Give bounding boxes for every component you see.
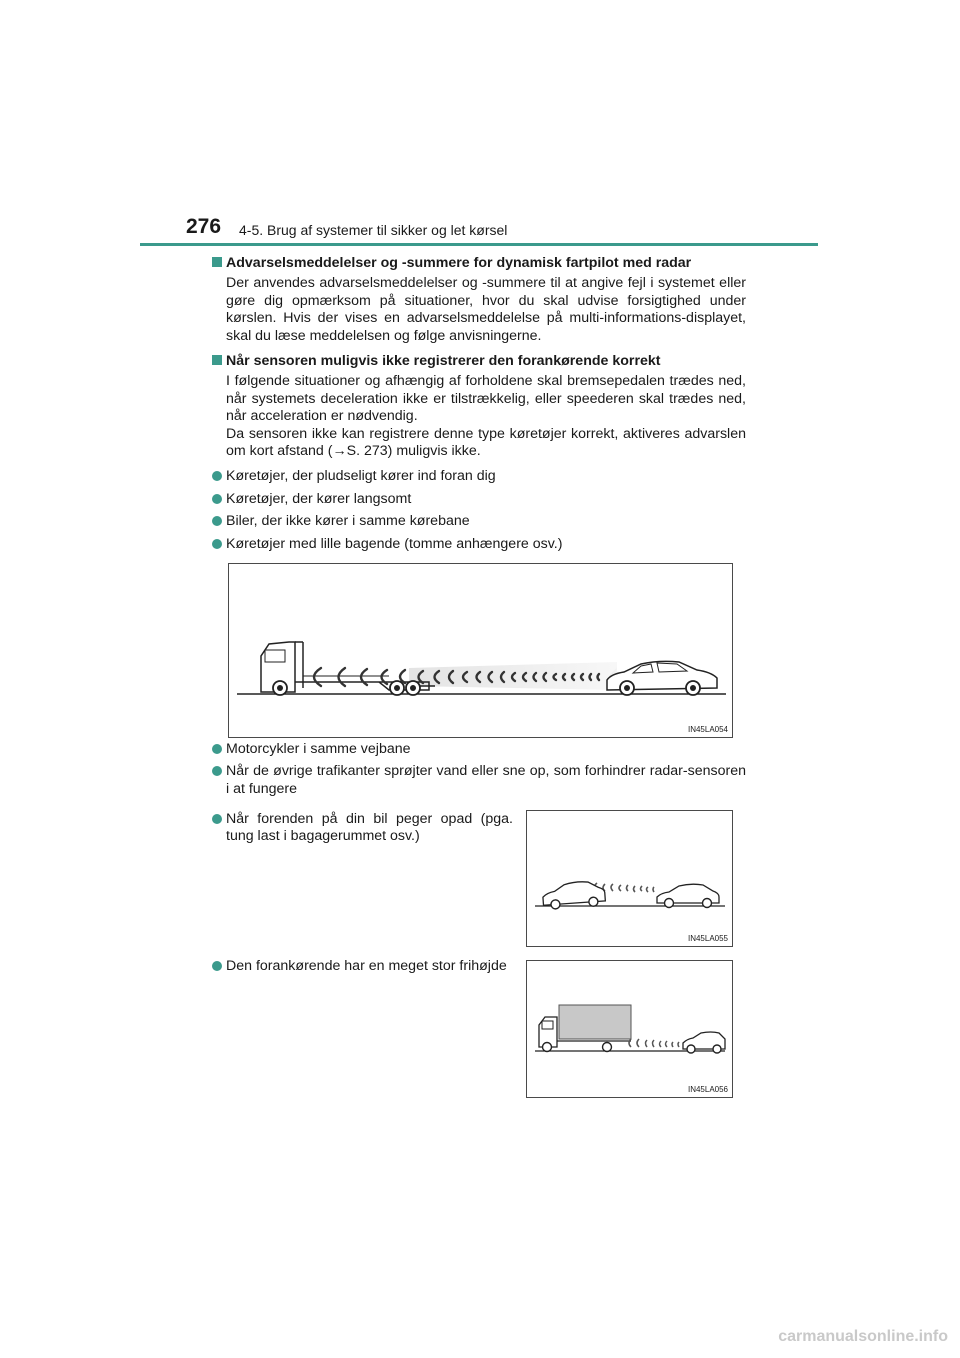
content-continued xyxy=(212,741,746,803)
page-number: 276 xyxy=(186,215,222,238)
list-item: Køretøjer med lille bagende (tomme anhængere osv.) xyxy=(212,536,746,553)
nose-up-illustration xyxy=(527,811,732,946)
round-bullet-icon xyxy=(212,744,222,754)
round-bullet-icon xyxy=(212,539,222,549)
section-heading-text: Når sensoren muligvis ikke registrerer den forankørende korrekt xyxy=(226,353,661,370)
figure-high-clearance xyxy=(526,960,733,1098)
section-warning-messages xyxy=(212,255,746,345)
section-title: 4-5. Brug af systemer til sikker og let kørsel xyxy=(239,222,508,238)
list-item: Køretøjer, der pludseligt kører ind foran dig xyxy=(212,468,746,485)
section-body: I følgende situationer og afhængig af forholdene skal bremsepedalen trædes ned, når systemets deceleration ikke er tilstrækkelig, eller speederen skal trædes ned, når acceleration er nødvendig. xyxy=(226,373,746,425)
list-item: Køretøjer, der kører langsomt xyxy=(212,491,746,508)
section-heading xyxy=(212,353,746,370)
round-bullet-icon xyxy=(212,961,222,971)
figure-code: IN45LA054 xyxy=(687,725,728,734)
square-bullet-icon xyxy=(212,355,222,365)
main-content xyxy=(212,255,746,558)
round-bullet-icon xyxy=(212,766,222,776)
section-heading xyxy=(212,255,746,272)
high-clearance-illustration xyxy=(527,961,732,1097)
round-bullet-icon xyxy=(212,516,222,526)
watermark: carmanualsonline.info xyxy=(778,1328,948,1345)
figure-code: IN45LA056 xyxy=(687,1085,728,1094)
list-item: Når de øvrige trafikanter sprøjter vand eller sne op, som forhindrer radar-sensoren i at fungere xyxy=(212,763,746,798)
figure-code: IN45LA055 xyxy=(687,934,728,943)
header-rule xyxy=(140,243,818,246)
figure-empty-trailer xyxy=(228,563,733,738)
round-bullet-icon xyxy=(212,494,222,504)
list-item: Motorcykler i samme vejbane xyxy=(212,741,746,758)
trailer-illustration xyxy=(229,564,732,737)
round-bullet-icon xyxy=(212,471,222,481)
square-bullet-icon xyxy=(212,257,222,267)
section-heading-text: Advarselsmeddelelser og -summere for dynamisk fartpilot med radar xyxy=(226,255,692,271)
section-sensor-limitations xyxy=(212,353,746,460)
list-item: Når forenden på din bil peger opad (pga. tung last i bagagerummet osv.) xyxy=(212,811,513,846)
list-item: Biler, der ikke kører i samme kørebane xyxy=(212,513,746,530)
section-body: Da sensoren ikke kan registrere denne type køretøjer korrekt, aktiveres advarslen om kort afstand (→S. 273) muligvis ikke. xyxy=(226,425,746,460)
figure-nose-up xyxy=(526,810,733,947)
section-body: Der anvendes advarselsmeddelelser og -summere til at angive fejl i systemet eller gøre dig opmærksom på situationer, hvor du skal udvise forsigtighed under kørslen. Hvis der vises en advarselsmeddelelse på multi-informations-displayet, skal du læse meddelelsen og følge anvisningerne. xyxy=(226,275,746,344)
list-item: Den forankørende har en meget stor frihøjde xyxy=(212,958,513,975)
round-bullet-icon xyxy=(212,814,222,824)
